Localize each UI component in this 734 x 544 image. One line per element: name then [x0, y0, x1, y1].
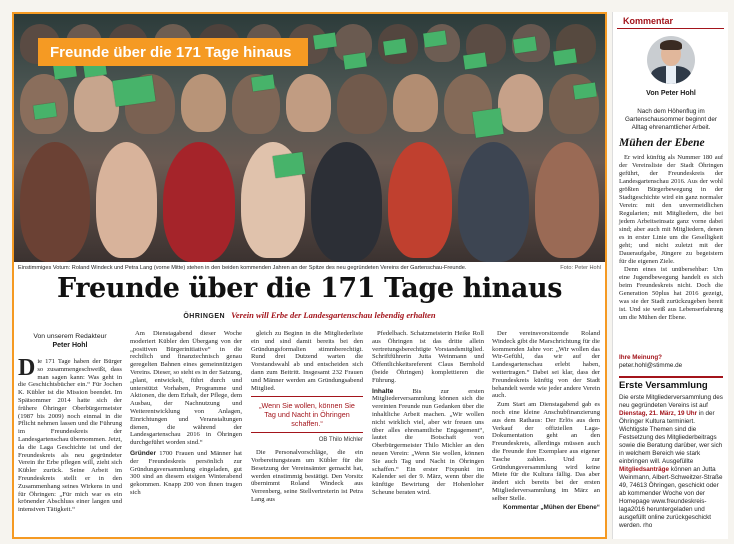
column-2-paragraph: Am Dienstagabend dieser Woche moderiert Kübler den Übergang von der „positiven Bürgerinitiative“ in die rechtlich und finanztechnisch genau geregelten Bahnen eines gemeinnützigen Vereins. Dieser, so steht es in der Satzung, „plant, entwickelt, führt durch und unterstützt Vorhaben, Programme und Aktionen, die dem Erhalt, der Pflege, dem Ausbau, der Nachnutzung und Weiterentwicklung von Anlagen, Einrichtungen und Veranstaltungen dienen, die während der Landesgartenschau 2016 in Öhringen durchgeführt worden sind.“	[130, 330, 242, 447]
column-4-paragraph: Pfedelbach. Schatzmeisterin Heike Roll aus Öhringen ist das dritte allein vertretungsberechtigte Vorstandsmitglied. Schriftführerin Jutta Weinmann und Öffentlichkeitsreferent Claus Bernhold (beide Öhringen) komplettieren die Führung.	[372, 330, 484, 384]
author-avatar	[647, 36, 695, 84]
sidebar-author: Von Peter Hohl	[646, 90, 696, 97]
byline	[18, 332, 122, 350]
event-title: Erste Versammlung	[619, 380, 708, 391]
column-5-paragraph-b: Zum Start am Dienstagabend gab es noch eine kleine Anschubfinanzierung aus dem Rathaus: Der Erlös aus dem Verkauf der offiziellen Laga-Dokumentation geht an den Freundeskreis, allerdings müssen auch die Freunde ihre Exemplare aus eigener Tasche zahlen. Und zur Gründungsversammlung wird keine Miete für die Kultura fällig. Das aber ändert sich bereits bei der ersten Mitgliederversammlung im März an selber Stelle.	[492, 401, 600, 502]
article-column-5	[492, 330, 600, 511]
sidebar-title: Mühen der Ebene	[619, 137, 705, 149]
feedback-label: Ihre Meinung?	[619, 354, 663, 361]
photo-credit: Foto: Peter Hohl	[560, 265, 601, 271]
article-subheadline-row	[14, 310, 605, 320]
event-text-a: Die erste Mitgliederversammlung des neu gegründeten Vereins ist auf	[619, 394, 723, 409]
commentary-reference: Kommentar „Mühen der Ebene“	[503, 503, 600, 511]
pull-quote-source: OB Thilo Michler	[318, 437, 363, 444]
event-text-c: können an Jutta Weinmann, Albert-Schweitzer-Straße 49, 74613 Öhringen, geschickt oder ab kommender Woche von der Homepage www.freundeskreis-laga2016 heruntergeladen und ausgefüllt online zurückgeschickt werden. rho	[619, 466, 723, 529]
article-subheadline: Verein will Erbe der Landesgartenschau lebendig erhalten	[231, 310, 436, 320]
sidebar-header: Kommentar	[617, 12, 724, 29]
photo-caption: Einstimmiges Votum: Roland Windeck und Petra Lang (vorne Mitte) stehen in den beiden kommenden Jahren an der Spitze des neu gegründeten Vereins der Gartenschau-Freunde.	[18, 265, 467, 271]
column-2-paragraph-b: 1700 Frauen und Männer hat der Freundeskreis persönlich zur Gründungsversammlung eingeladen, gut 300 sind an diesem eisigen Winterabend gekommen. Knapp 200 von ihnen tragen sich	[130, 449, 243, 496]
byline-author: Peter Hohl	[52, 342, 88, 349]
event-bold: Mitgliedsanträge	[619, 466, 670, 473]
sidebar-paragraph-b: Denn eines ist unübersehbar: Um eine Jugendbewegung handelt es sich beim Freundeskreis nicht. Doch die Generation 50plus hat 2016 gezeigt, was sie der Stadt zurückzugeben bereit ist. Und sie weiß aus Lebenserfahrung um die Mühen der Ebene.	[619, 266, 723, 321]
event-body	[619, 394, 723, 530]
feedback-box	[619, 354, 723, 370]
sidebar-divider	[619, 376, 723, 378]
feedback-email[interactable]: peter.hohl@stimme.de	[619, 362, 683, 369]
commentary-sidebar	[612, 12, 728, 539]
column-4-paragraph-b: Bis zur ersten Mitgliederversammlung können sich die vereinten Freunde nun Gedanken über die inhaltliche Arbeit machen. „Wir wollen nicht wirklich viel, aber wir freuen uns über alles ehrenamtliche Engagement“, lautet die Botschaft von Oberbürgermeister Thilo Michler an den neuen Verein: „Wenn Sie wollen, können Sie auch Tag und Nacht in Öhringen schaffen.“ Ein erster Fixpunkt im Kalender sei der 9. März, wenn über die künftige Bewirtung der Hohenloher Scheune beraten wird.	[372, 387, 484, 496]
sidebar-body	[619, 154, 723, 322]
column-3-paragraph: gleich zu Beginn in die Mitgliederliste ein und sind damit bereits bei den Gründungsformalien stimmberechtigt. Rund drei Dutzend warten die Vorstandswahl ab und entscheiden sich dann zum Beitritt. Insgesamt 232 Frauen und Männer werden am Gründungsabend Mitglied.	[251, 330, 363, 392]
article-column-1	[18, 355, 122, 514]
column-3-paragraph-b: Die Personalvorschläge, die ein Vorbereitungsteam um Kübler für die Besetzung der Vereinsämter gemacht hat, werden einstimmig bestätigt. Den Vorsitz übernimmt Roland Windeck aus Verrenberg, seine Stellvertreterin ist Petra Lang aus	[251, 449, 363, 503]
column-5-paragraph: Der vereinsvorsitzende Roland Windeck gibt die Marschrichtung für die kommenden Jahre vor: „Wir wollen das Wir-Gefühl, das wir auf der Landesgartenschau erlebt haben, weitertragen.“ Dabei sei klar, dass der Freundeskreis künftig von der Stadt behandelt werde wie jeder andere Verein auch.	[492, 330, 600, 400]
pull-quote: „Wenn Sie wollen, können Sie Tag und Nacht in Öhringen schaffen.“	[251, 396, 363, 433]
crowd-photo	[14, 14, 605, 262]
sidebar-paragraph: Er wird künftig als Nummer 180 auf der Vereinsliste der Stadt Öhringen geführt, der Freundeskreis der Landesgartenschau 2016. Aus der wohl größten Bürgerbewegung in der Stadtgeschichte wird ein ganz normaler Verein: mit den unvermeidlichen Regularien; mit Mitgliedern, die bei jedem Arbeitseinsatz ganz vorne dabei sind; aber auch mit Mitgliedern, denen es in erster Linie um die Geselligkeit geht; und nicht zuletzt mit der Daueraufgabe, Jüngere zu begeistern für die eigenen Ziele.	[619, 154, 723, 265]
article-column-4	[372, 330, 484, 498]
column-1-text: ie 171 Tage haben der Bürger so zusammengeschweißt, dass man sagen kann: Was geht in die Geschichtsbücher ein.“ Für Jochen K. Kübler ist die Mission beendet. Im Spätsommer 2014 hatte sich der frühere Öhringer Oberbürgermeister (1987 bis 2009) noch einmal in die Pflicht nehmen lassen und die Führung im Freundeskreis der Landesgartenschau übernommen. Jetzt, da die Laga Geschichte ist und der Freundeskreis als neu gegründeter Verein ihr Erbe pflegen will, zieht sich Kübler zurück. Seine Arbeit im Freundeskreis stellt er in den Zusammenhang seines Wirkens in und für Öhringen: „Für mich war es ein krönender Abschluss einer langen und intensiven Tätigkeit.“	[18, 358, 122, 514]
headline-badge: Freunde über die 171 Tage hinaus	[38, 38, 308, 66]
sidebar-intro: Nach dem Höhenflug im Gartenschausommer beginnt der Alltag ehrenamtlicher Arbeit.	[624, 108, 718, 131]
column-4-lead: Inhalte	[372, 387, 394, 395]
event-date: Dienstag, 21. März, 19 Uhr	[619, 410, 698, 417]
article-column-2	[130, 330, 242, 498]
column-2-lead: Gründer	[130, 449, 157, 457]
dropcap: D	[18, 355, 36, 381]
article-headline: Freunde über die 171 Tage hinaus	[56, 273, 563, 304]
event-text-b: in der Öhringer Kultura terminiert. Wichtigste Themen sind die Festsetzung des Mitgliederbeitrags sowie die Beratung darüber, wer sich in welchem Bereich wie stark einbringen will. Ausgefüllte	[619, 410, 723, 465]
article-column-3	[251, 330, 363, 505]
byline-prefix: Von unserem Redakteur	[33, 333, 107, 340]
article-location: ÖHRINGEN	[183, 313, 226, 320]
